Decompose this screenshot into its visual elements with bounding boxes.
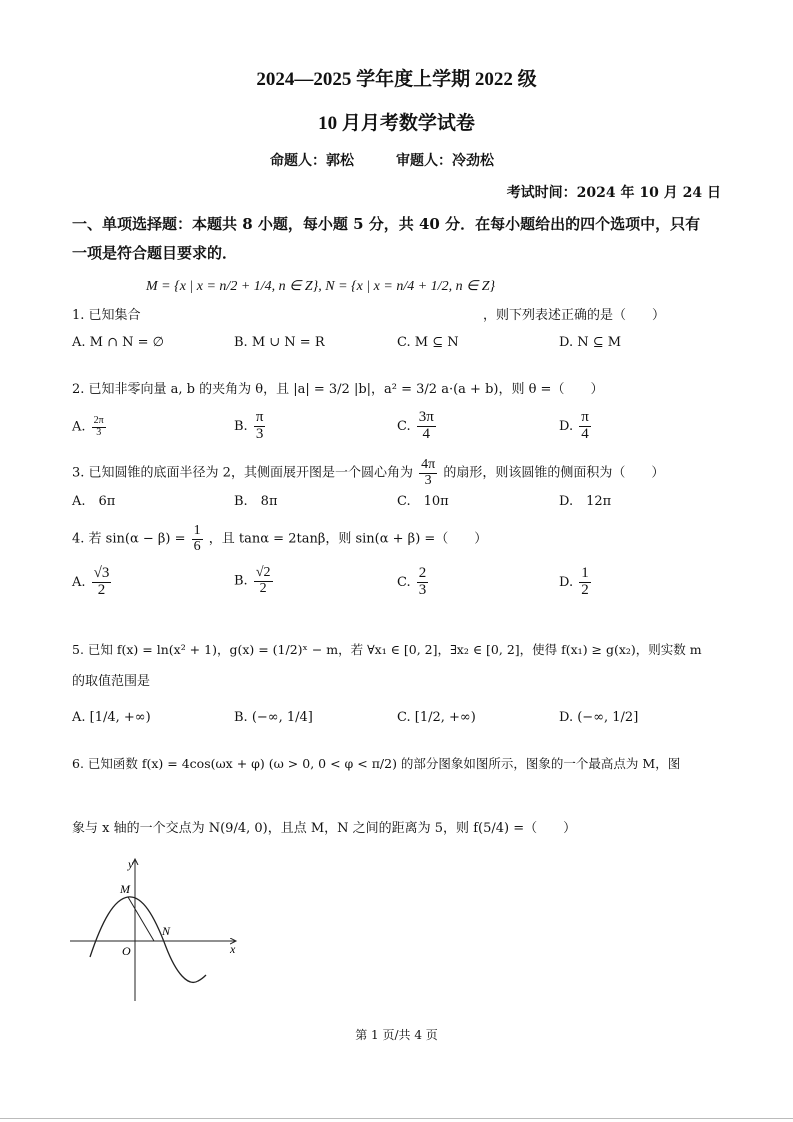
q1-option-c[interactable]: C. M ⊆ N	[397, 335, 459, 350]
fraction: $\frac{1}{2}$	[581, 565, 589, 598]
point-n-label: N	[162, 924, 171, 938]
fraction: $\frac{\pi}{3}$	[255, 409, 264, 442]
q4-option-b[interactable]	[234, 566, 275, 596]
option-letter: C.	[397, 574, 411, 590]
q1-stem-suffix: ，则下列表述正确的是（ ）	[483, 308, 666, 323]
q2-option-b[interactable]	[234, 410, 267, 443]
q3-option-c[interactable]: C. 10π	[397, 494, 449, 509]
q5-stem-line1: 5. 已知 f(x) = ln(x² + 1)，g(x) = (1/2)ˣ − m，若 ∀x₁ ∈ [0, 2]，∃x₂ ∈ [0, 2]，使得 f(x₁) ≥ g(x₂)，则实数 m	[72, 642, 702, 657]
q5-option-a[interactable]: A. [1/4, +∞)	[72, 710, 151, 725]
q6-stem-line2: 象与 x 轴的一个交点为 N(9/4, 0)，且点 M，N 之间的距离为 5，则 f(5/4) =（ ）	[72, 821, 577, 836]
q1-stem-prefix: 1. 已知集合	[72, 308, 141, 323]
exam-time: 考试时间：2024 年 10 月 24 日	[506, 185, 721, 201]
cosine-curve	[90, 897, 206, 983]
q5-option-c[interactable]: C. [1/2, +∞)	[397, 710, 476, 725]
q2-option-d[interactable]	[559, 410, 593, 443]
q3-option-a[interactable]: A. 6π	[72, 494, 116, 509]
fraction: $\frac{2\pi}{3}$	[93, 415, 104, 438]
section-heading-line2: 一项是符合题目要求的．	[72, 244, 238, 262]
q3-option-b[interactable]: B. 8π	[234, 494, 278, 509]
fraction: $\frac{√2}{2}$	[255, 565, 271, 596]
q1-option-b[interactable]: B. M ∪ N = R	[234, 335, 325, 350]
exam-title-line2: 10 月月考数学试卷	[318, 113, 475, 134]
option-letter: A.	[72, 574, 86, 590]
segment-mn	[128, 897, 154, 941]
option-letter: B.	[234, 573, 248, 589]
q1-option-d[interactable]: D. N ⊆ M	[559, 335, 622, 350]
q1-formula: M = {x | x = n/2 + 1/4, n ∈ Z}, N = {x | x = n/4 + 1/2, n ∈ Z}	[146, 279, 496, 294]
q4-stem-suffix: ，且 tanα = 2tanβ，则 sin(α + β) =（ ）	[208, 531, 488, 547]
q5-option-b[interactable]: B. (−∞, 1/4]	[234, 710, 313, 725]
point-m-label: M	[120, 882, 130, 896]
x-axis-label: x	[230, 942, 236, 956]
origin-label: O	[122, 944, 131, 958]
option-letter: D.	[559, 418, 574, 434]
q2-option-c[interactable]	[397, 410, 438, 443]
fraction: $\frac{2}{3}$	[418, 565, 427, 598]
q3-stem	[72, 458, 664, 488]
q4-stem	[72, 524, 487, 554]
section-heading-line1: 一、单项选择题：本题共 8 小题，每小题 5 分，共 40 分．在每小题给出的四个选项中，只有	[72, 215, 701, 233]
option-letter: D.	[559, 574, 574, 590]
option-letter: B.	[234, 418, 248, 434]
page-number: 第 1 页/共 4 页	[355, 1028, 438, 1042]
q4-option-d[interactable]	[559, 566, 593, 599]
q4-given: $\frac{1}{6}$	[193, 523, 201, 554]
q4-option-c[interactable]	[397, 566, 430, 599]
authors: 命题人：郭松 审题人：冷劲松	[270, 153, 494, 169]
q5-stem-line2: 的取值范围是	[72, 674, 151, 689]
q2-stem: 2. 已知非零向量 a, b 的夹角为 θ，且 |a| = 3/2 |b|，a² = 3/2 a·(a + b)，则 θ =（ ）	[72, 382, 604, 397]
fraction: $\frac{√3}{2}$	[93, 565, 110, 598]
page-bottom-divider	[0, 1118, 793, 1119]
option-letter: A.	[72, 419, 86, 435]
y-axis-label: y	[128, 857, 134, 871]
fraction: $\frac{\pi}{4}$	[581, 409, 589, 442]
q3-stem-prefix: 3. 已知圆锥的底面半径为 2，其侧面展开图是一个圆心角为	[72, 465, 413, 481]
q3-stem-suffix: 的扇形，则该圆锥的侧面积为（ ）	[443, 465, 665, 481]
option-letter: C.	[397, 418, 411, 434]
q3-option-d[interactable]: D. 12π	[559, 494, 612, 509]
q1-option-a[interactable]: A. M ∩ N = ∅	[72, 335, 164, 350]
q4-stem-prefix: 4. 若 sin(α − β) =	[72, 531, 186, 547]
exam-title-line1: 2024—2025 学年度上学期 2022 级	[256, 69, 537, 90]
function-graph	[66, 855, 246, 1005]
q2-option-a[interactable]	[72, 416, 108, 438]
q3-angle: $\frac{4\pi}{3}$	[421, 457, 436, 488]
q4-option-a[interactable]	[72, 566, 113, 599]
q6-stem-line1: 6. 已知函数 f(x) = 4cos(ωx + φ) (ω > 0, 0 < φ < π/2) 的部分图象如图所示，图象的一个最高点为 M，图	[72, 756, 681, 771]
q5-option-d[interactable]: D. (−∞, 1/2]	[559, 710, 639, 725]
fraction: $\frac{3\pi}{4}$	[418, 409, 434, 442]
